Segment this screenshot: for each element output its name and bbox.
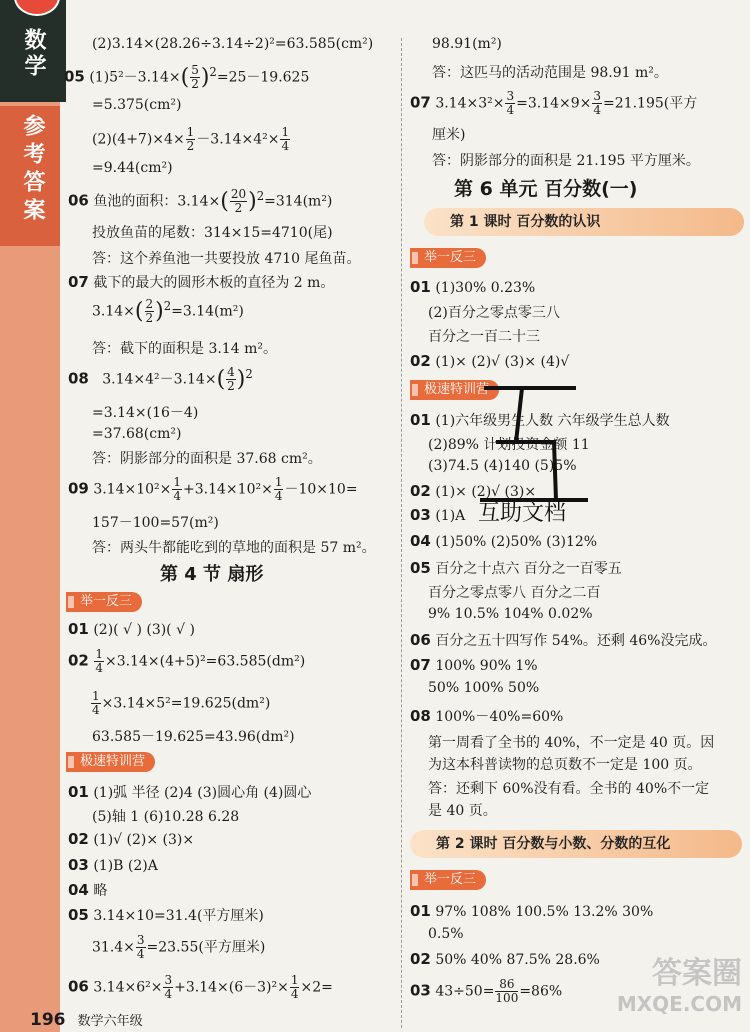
- question-02: 02 (1)× (2)√ (3)× (4)√: [410, 352, 570, 370]
- answer-line: 第一周看了全书的 40%，不一定是 40 页。因: [428, 735, 715, 751]
- answer-line: (2)89% 计划投资金额 11: [428, 437, 590, 453]
- question-02: 02 50% 40% 87.5% 28.6%: [410, 950, 600, 968]
- answer-line: =37.68(cm²): [92, 426, 182, 442]
- answer-line: 答：还剩下 60%没有看。全书的 40%不一定: [428, 781, 710, 797]
- site-logo: [602, 948, 742, 1026]
- answer-line: 为这本科普读物的总页数不一定是 100 页。: [428, 757, 702, 773]
- answer-line: (3)74.5 (4)140 (5)5%: [428, 458, 577, 474]
- answer-line: (2)(4+7)×4× $\frac{1}{2}$ －3.14×4²× $\frac{1}{4}$: [92, 125, 290, 153]
- page-footer: [30, 1010, 143, 1030]
- question-06: 06 3.14×6²× $\frac{3}{4}$ +3.14×(6－3)²× $\frac{1}{4}$ ×2=: [68, 973, 333, 1001]
- badge-practice: 举一反三: [66, 592, 142, 612]
- answer-line: 百分之零点零八 百分之二百: [428, 585, 601, 601]
- lesson-banner: 第 2 课时 百分数与小数、分数的互化: [410, 830, 742, 858]
- answer-line: (2)百分之零点零三八: [428, 305, 560, 321]
- question-07: 07 3.14×3²× $\frac{3}{4}$ =3.14×9× $\frac{3}{4}$ =21.195(平方: [410, 89, 698, 117]
- answer-line: 0.5%: [428, 926, 464, 942]
- answer-line: 答：这匹马的活动范围是 98.91 m²。: [432, 65, 668, 81]
- answer-line: 50% 100% 50%: [428, 680, 540, 696]
- badge-training: 极速特训营: [66, 752, 155, 772]
- answer-line: =5.375(cm²): [92, 97, 182, 113]
- question-01: 01 (1)30% 0.23%: [410, 278, 536, 296]
- question-01: 01 (1)弧 半径 (2)4 (3)圆心角 (4)圆心: [68, 783, 312, 801]
- question-03: 03 (1)A: [410, 506, 466, 524]
- answer-line: 百分之一百二十三: [428, 329, 540, 345]
- answer-line: 3.14×( $\frac{2}{2}$ )$^2$=3.14(m²): [92, 297, 244, 325]
- answer-line: =9.44(cm²): [92, 160, 173, 176]
- question-02: 02 $\frac{1}{4}$ ×3.14×(4+5)²=63.585(dm²): [68, 647, 306, 675]
- question-01: 01 97% 108% 100.5% 13.2% 30%: [410, 902, 654, 920]
- subject-label: 数学: [21, 28, 46, 80]
- badge-training: 极速特训营: [410, 380, 499, 400]
- question-01: 01 (2)( √ ) (3)( √ ): [68, 620, 195, 638]
- sidebar-section: [0, 106, 60, 246]
- answer-line: 98.91(m²): [432, 36, 502, 52]
- answer-line: (5)轴 1 (6)10.28 6.28: [92, 809, 240, 825]
- answer-line: 9% 10.5% 104% 0.02%: [428, 606, 593, 622]
- answer-line: 是 40 页。: [428, 803, 497, 819]
- question-01: 01 (1)六年级男生人数 六年级学生总人数: [410, 411, 670, 429]
- question-06: 06 百分之五十四写作 54%。还剩 46%没完成。: [410, 631, 717, 649]
- section-heading: 第 4 节 扇形: [160, 564, 264, 585]
- lesson-banner: 第 1 课时 百分数的认识: [424, 208, 744, 236]
- question-02: 02 (1)√ (2)× (3)×: [68, 830, 195, 848]
- logo-text: 答案圈: [652, 956, 742, 991]
- answer-line: =3.14×(16－4): [92, 405, 199, 421]
- question-06: 06 鱼池的面积：3.14×( $\frac{20}{2}$ )$^2$=314(m²): [68, 187, 333, 215]
- badge-practice: 举一反三: [410, 248, 486, 268]
- question-07: 07 截下的最大的圆形木板的直径为 2 m。: [68, 273, 335, 291]
- question-03: 03 43÷50= $\frac{86}{100}$ =86%: [410, 977, 563, 1005]
- logo-circle-icon: [14, 0, 60, 16]
- answer-line: $\frac{1}{4}$ ×3.14×5²=19.625(dm²): [92, 689, 271, 717]
- question-04: 04 略: [68, 881, 108, 899]
- sidebar-header: [0, 0, 66, 102]
- footer-label: 数学六年级: [77, 1014, 143, 1029]
- answer-line: 投放鱼苗的尾数：314×15=4710(尾): [92, 225, 333, 241]
- question-02: 02 (1)× (2)√ (3)×: [410, 482, 537, 500]
- answer-line: 63.585－19.625=43.96(dm²): [92, 729, 295, 745]
- answer-line: 答：阴影部分的面积是 21.195 平方厘米。: [432, 153, 700, 169]
- unit-heading: 第 6 单元 百分数(一): [454, 178, 638, 200]
- question-08: 08 100%－40%=60%: [410, 707, 564, 725]
- question-03: 03 (1)B (2)A: [68, 856, 158, 874]
- answer-line: 157－100=57(m²): [92, 515, 219, 531]
- section-label: 参考答案: [20, 114, 45, 226]
- page-number: 196: [30, 1010, 66, 1030]
- answer-line: 答：截下的面积是 3.14 m²。: [92, 341, 277, 357]
- question-05: 05 3.14×10=31.4(平方厘米): [68, 906, 264, 924]
- question-09: 09 3.14×10²× $\frac{1}{4}$ +3.14×10²× $\frac{1}{4}$ －10×10=: [68, 475, 358, 503]
- answer-line: 答：两头牛都能吃到的草地的面积是 57 m²。: [92, 540, 376, 556]
- badge-practice: 举一反三: [410, 870, 486, 890]
- question-07: 07 100% 90% 1%: [410, 656, 538, 674]
- answer-line: (2)3.14×(28.26÷3.14÷2)²=63.585(cm²): [92, 36, 374, 52]
- watermark-stamp-icon: [476, 382, 596, 512]
- question-05: 05 (1)5²－3.14×( $\frac{5}{2}$ )$^2$=25－19.625: [64, 63, 310, 91]
- answer-line: 厘米): [432, 127, 466, 143]
- watermark-text: 互助文档: [478, 501, 567, 526]
- question-04: 04 (1)50% (2)50% (3)12%: [410, 532, 598, 550]
- question-05: 05 百分之十点六 百分之一百零五: [410, 559, 622, 577]
- answer-line: 答：阴影部分的面积是 37.68 cm²。: [92, 451, 322, 467]
- answer-line: 答：这个养鱼池一共要投放 4710 尾鱼苗。: [92, 251, 361, 267]
- question-08: 08 3.14×4²－3.14×( $\frac{4}{2}$ )$^2$: [68, 365, 253, 393]
- logo-url: MXQE.COM: [616, 992, 742, 1016]
- answer-line: 31.4× $\frac{3}{4}$ =23.55(平方厘米): [92, 933, 266, 961]
- column-divider: [401, 38, 402, 1028]
